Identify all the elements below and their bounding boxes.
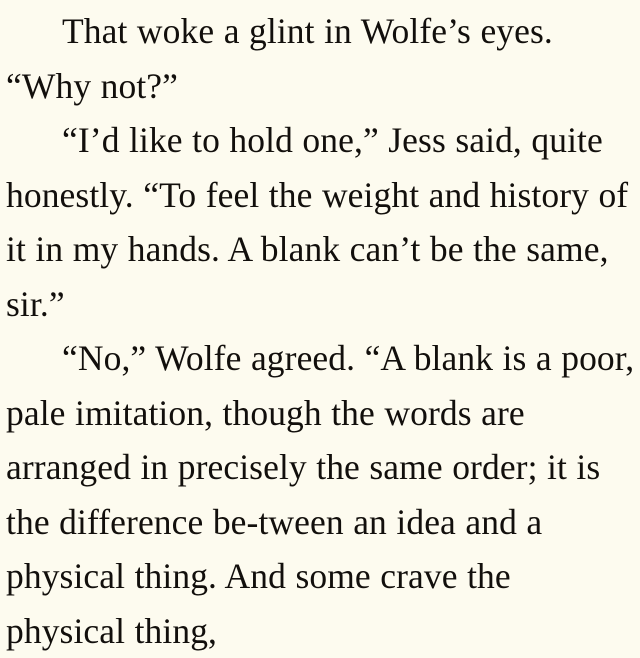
page-body-text (6, 4, 636, 658)
paragraph: “I’d like to hold one,” Jess said, quite honestly. “To feel the weight and history of it in my hands. A blank can’t be the same, sir.” (6, 120, 629, 324)
paragraph: That woke a glint in Wolfe’s eyes. “Why not?” (6, 11, 553, 106)
paragraph: “No,” Wolfe agreed. “A blank is a poor, pale imitation, though the words are arranged in precisely the same order; it is the difference be-tween an idea and a physical thing. And some crave the physical thing, (6, 338, 635, 651)
